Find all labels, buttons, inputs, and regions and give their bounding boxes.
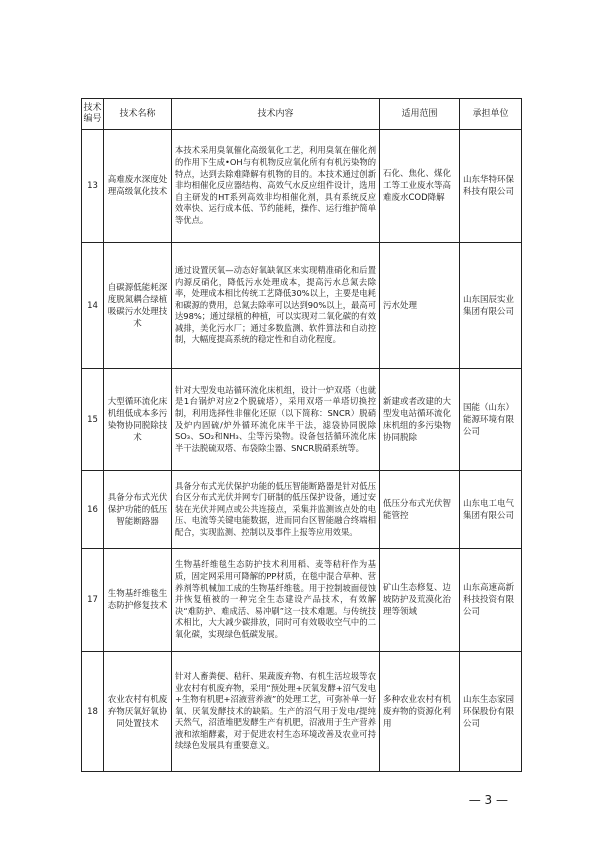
header-scope: 适用范围	[380, 99, 460, 130]
row-number: 16	[82, 471, 104, 549]
table-row	[82, 130, 522, 243]
row-org: 国能（山东）能源环境有限公司	[460, 369, 522, 471]
row-tech-content: 针对人畜粪便、秸秆、果蔬废弃物、有机生活垃圾等农业农村有机废弃物，采用“预处理+厌氧发酵+沼气发电+生物有机肥+沼液营养液”的处理工艺，可弥补单一好氧、厌氧发酵技术的缺陷。生产的沼气用于发电/提纯天然气，沼渣堆肥发酵生产有机肥，沼液用于生产营养液和浓缩酵素，对于促进农村生态环境改善及农业可持续绿色发展具有重要意义。	[172, 652, 380, 772]
row-tech-content: 生物基纤维毯生态防护技术利用稻、麦等秸秆作为基质，固定网采用可降解的PP材质，在毯中混合草种、营养剂等机械加工成的生物基纤维毯。用于控制坡面侵蚀并恢复植被的一种完全生态建设产品技术，有效解决“难防护、难成活、易冲刷”这一技术难题。与传统技术相比，大大减少碳排放，同时可有效吸收空气中的二氧化碳，实现绿色低碳发展。	[172, 549, 380, 652]
row-number: 14	[82, 243, 104, 369]
page-number: — 3 —	[468, 793, 508, 807]
header-content: 技术内容	[172, 99, 380, 130]
row-tech-name: 具备分布式光伏保护功能的低压智能断路器	[104, 471, 172, 549]
table-row	[82, 549, 522, 652]
row-tech-content: 具备分布式光伏保护功能的低压智能断路器是针对低压台区分布式光伏并网专门研制的低压保护设备，通过安装在光伏并网点或公共连接点，采集并监测该点处的电压、电流等关键电能数据，进而同台区智能融合终端相配合，实现监测、控制以及事件上报等应用效果。	[172, 471, 380, 549]
table-row	[82, 471, 522, 549]
row-tech-name: 农业农村有机废弃物厌氧好氧协同处置技术	[104, 652, 172, 772]
row-scope: 矿山生态修复、边坡防护及荒漠化治理等领域	[380, 549, 460, 652]
row-org: 山东国辰实业集团有限公司	[460, 243, 522, 369]
row-number: 15	[82, 369, 104, 471]
table-row	[82, 369, 522, 471]
row-scope: 石化、焦化、煤化工等工业废水等高难废水COD降解	[380, 130, 460, 243]
row-org: 山东高速高新科技投资有限公司	[460, 549, 522, 652]
row-org: 山东生态家园环保股份有限公司	[460, 652, 522, 772]
row-number: 13	[82, 130, 104, 243]
row-tech-name: 大型循环流化床机组低成本多污染物协同脱除技术	[104, 369, 172, 471]
table-row	[82, 243, 522, 369]
row-tech-name: 自碳源低能耗深度脱氮耦合绿植吸碳污水处理技术	[104, 243, 172, 369]
header-org: 承担单位	[460, 99, 522, 130]
technology-table	[81, 98, 522, 772]
row-tech-name: 高难废水深度处理高级氧化技术	[104, 130, 172, 243]
row-tech-name: 生物基纤维毯生态防护修复技术	[104, 549, 172, 652]
row-scope: 多种农业农村有机废弃物的资源化利用	[380, 652, 460, 772]
row-number: 17	[82, 549, 104, 652]
header-number: 技术编号	[82, 99, 104, 130]
header-name: 技术名称	[104, 99, 172, 130]
row-org: 山东华特环保科技有限公司	[460, 130, 522, 243]
table-row	[82, 652, 522, 772]
row-scope: 污水处理	[380, 243, 460, 369]
row-org: 山东电工电气集团有限公司	[460, 471, 522, 549]
row-scope: 新建或者改建的大型发电站循环流化床机组的多污染物协同脱除	[380, 369, 460, 471]
row-tech-content: 通过设置厌氧—动态好氧缺氧区来实现精准硝化和后置内源反硝化，降低污水处理成本，提高污水总氮去除率，处理成本相比传统工艺降低30%以上，主要是电耗和碳源的费用，总氮去除率可以达到90%以上，最高可达98%；通过绿植的种植，可以实现对二氧化碳的有效减排，美化污水厂；通过多数监测、软件算法和自动控制，大幅度提高系统的稳定性和自动化程度。	[172, 243, 380, 369]
table-header-row	[82, 99, 522, 130]
row-scope: 低压分布式光伏智能管控	[380, 471, 460, 549]
row-tech-content: 针对大型发电站循环流化床机组，设计一炉双塔（也就是1台锅炉对应2个脱硫塔），采用双塔一单塔切换控制，利用选择性非催化还原（以下简称：SNCR）脱硝及炉内固硫/炉外循环流化床半干法，滤袋协同脱除SO₃、SO₂和NH₃、尘等污染物。设备包括循环流化床半干法脱硫双塔、布袋除尘器、SNCR脱硝系统等。	[172, 369, 380, 471]
row-number: 18	[82, 652, 104, 772]
row-tech-content: 本技术采用臭氧催化高级氧化工艺，利用臭氧在催化剂的作用下生成•OH与有机物反应氧化所有有机污染物的特点，达到去除难降解有机物的目的。本技术通过创新非均相催化反应器结构、高效气水反应组件设计，选用自主研发的HT系列高效非均相催化剂，具有系统反应效率快、运行成本低、节约能耗，操作、运行维护简单等优点。	[172, 130, 380, 243]
